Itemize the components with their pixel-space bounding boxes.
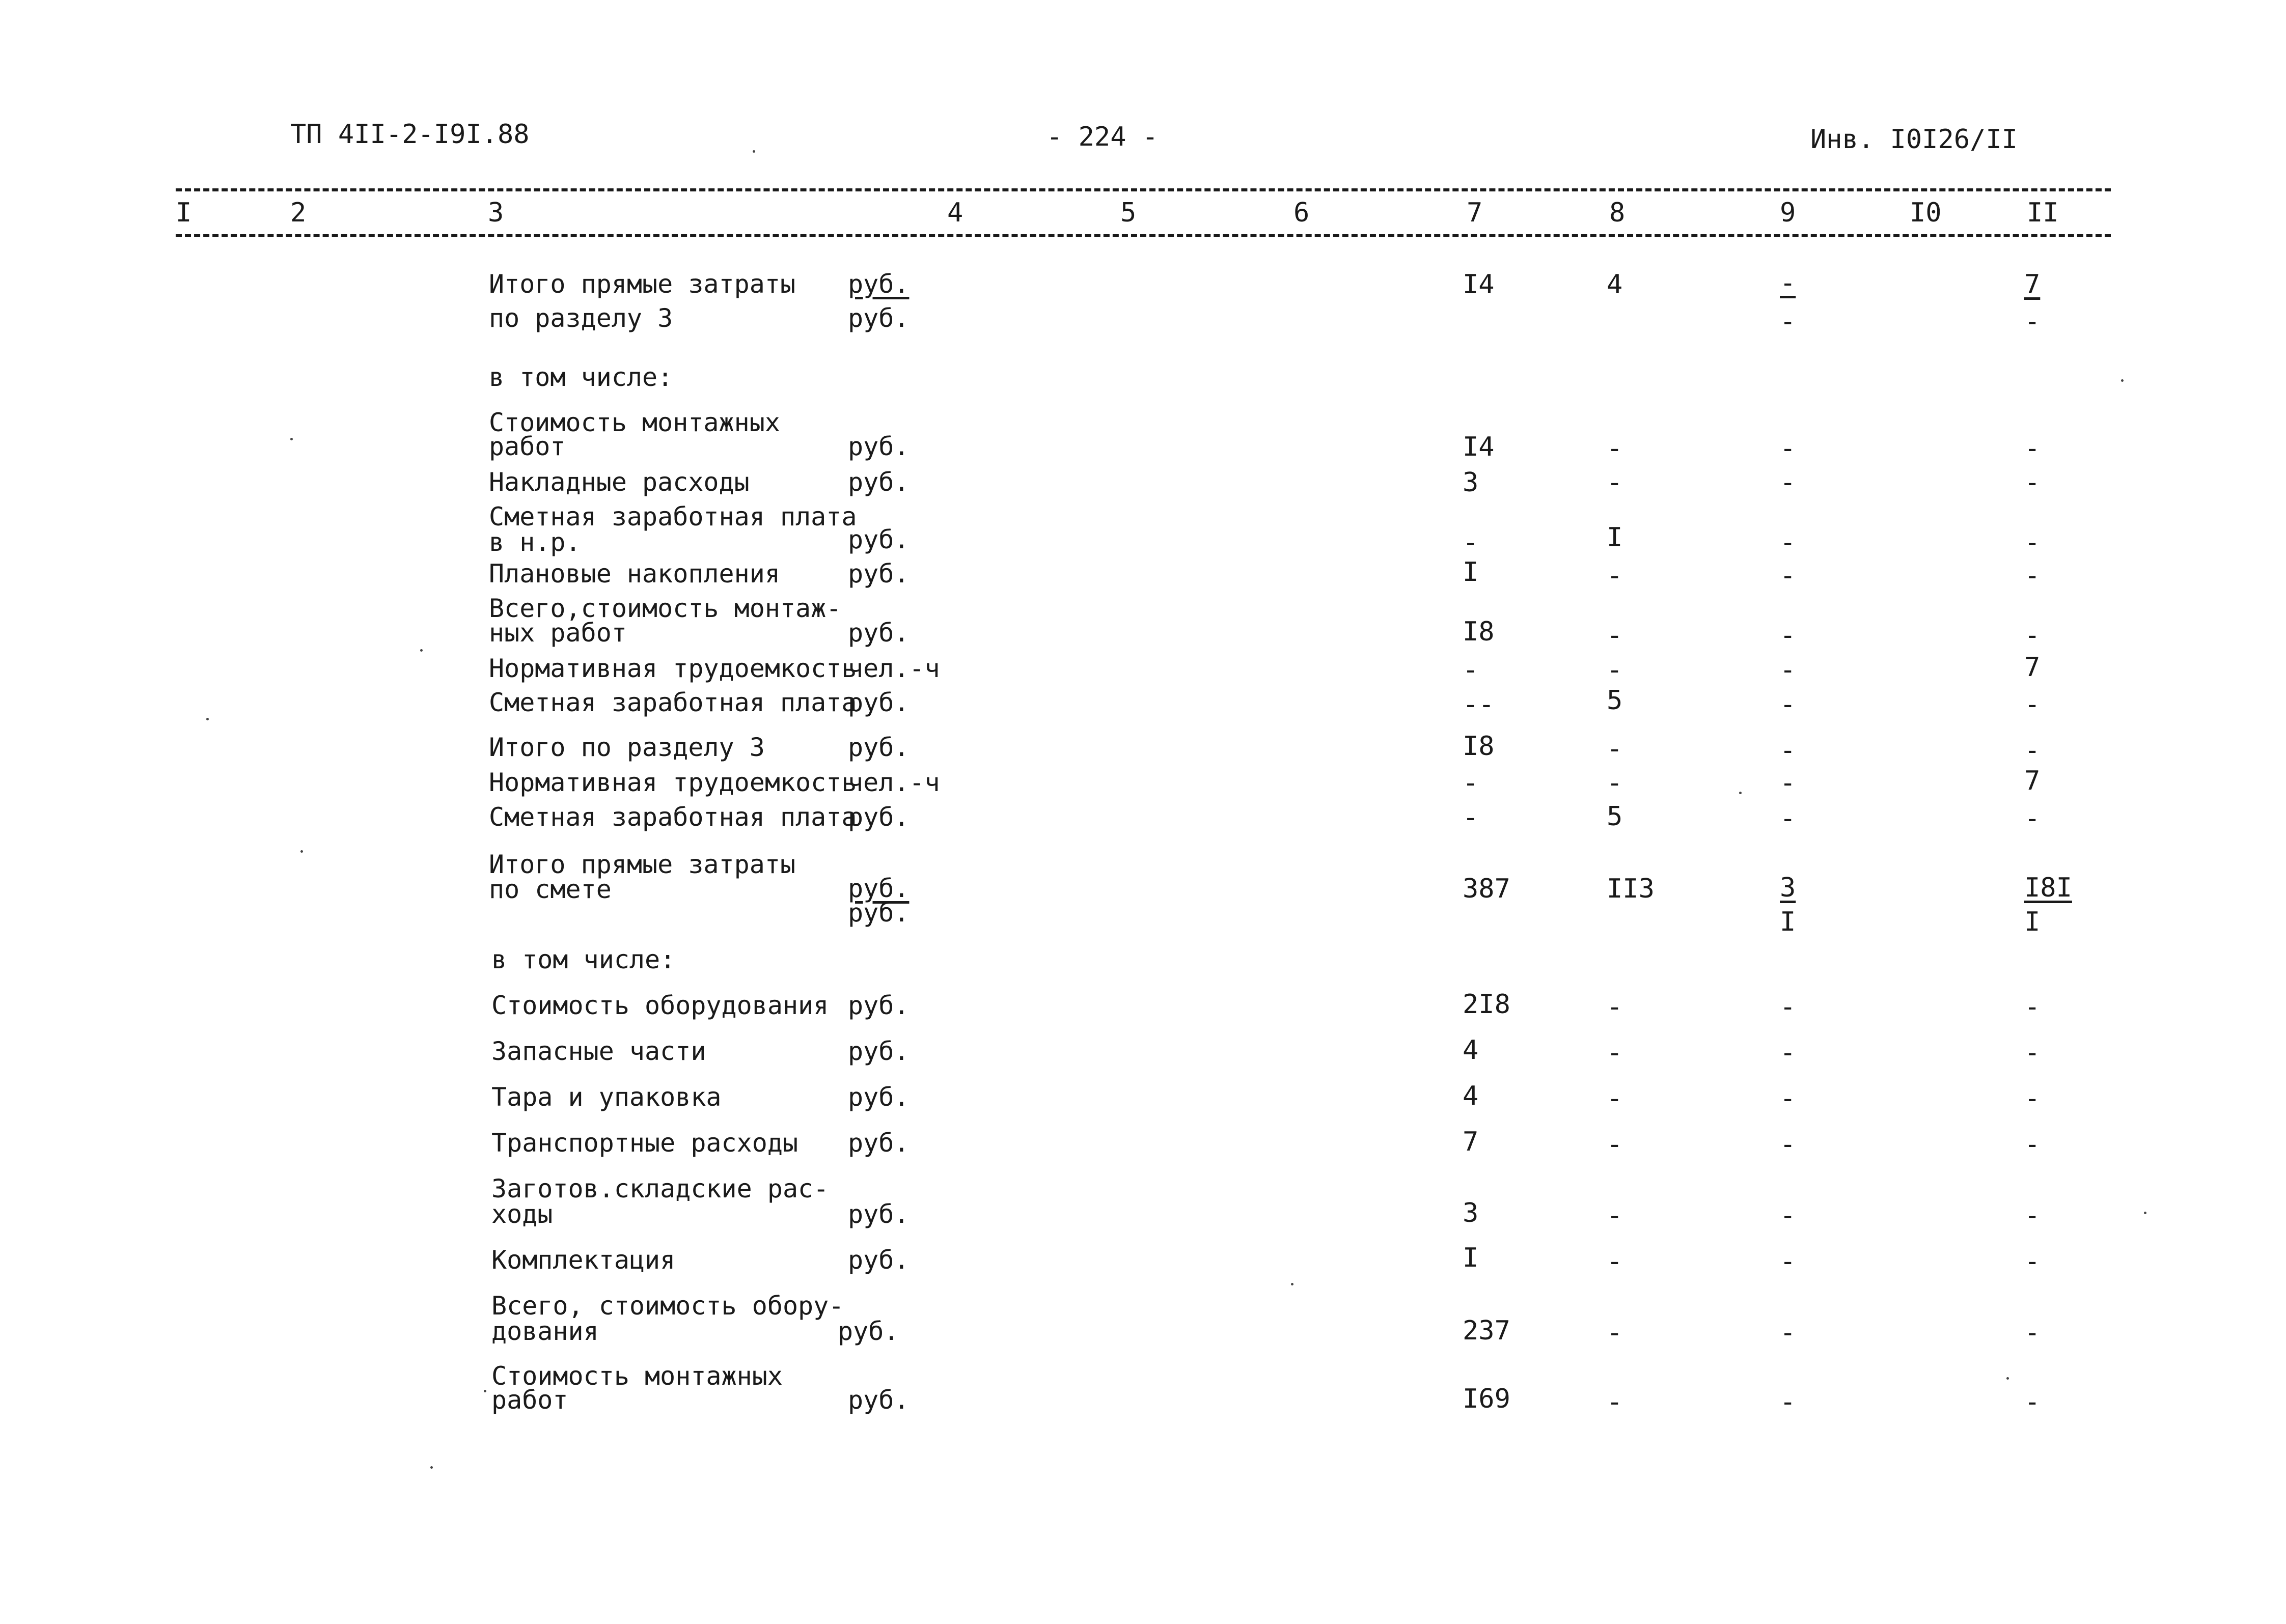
row-label: ходы bbox=[491, 1199, 553, 1229]
cell-col9: - bbox=[1780, 1246, 1796, 1277]
col-header-7: 7 bbox=[1467, 198, 1483, 228]
cell-col11: I bbox=[2024, 907, 2041, 937]
col-header-9: 9 bbox=[1780, 198, 1796, 228]
col-header-4: 4 bbox=[947, 198, 963, 228]
row-unit: руб. bbox=[848, 898, 910, 928]
row-label: Накладные расходы bbox=[489, 467, 750, 497]
row-unit: чел.-ч bbox=[848, 654, 940, 683]
cell-col8: - bbox=[1607, 1246, 1623, 1277]
cell-col7: I8 bbox=[1463, 617, 1495, 647]
cell-col11: - bbox=[2024, 1083, 2041, 1114]
col-header-8: 8 bbox=[1609, 198, 1626, 228]
cell-col7: I bbox=[1463, 1243, 1479, 1273]
scan-speck bbox=[2144, 1212, 2146, 1214]
cell-col11: - bbox=[2024, 433, 2041, 464]
scan-speck bbox=[206, 718, 209, 720]
row-label: Плановые накопления bbox=[489, 559, 780, 589]
col-header-1: I bbox=[176, 198, 192, 228]
row-unit: руб. bbox=[838, 1317, 899, 1346]
row-unit: руб. bbox=[848, 1245, 910, 1275]
cell-col7: -- bbox=[1463, 689, 1495, 720]
cell-col11: - bbox=[2024, 620, 2041, 651]
cell-col9: - bbox=[1780, 527, 1796, 558]
row-unit: руб. bbox=[848, 874, 910, 903]
row-label: Тара и упаковка bbox=[491, 1082, 722, 1112]
row-label: Нормативная трудоемкость bbox=[489, 654, 857, 683]
cell-col7: 7 bbox=[1463, 1127, 1479, 1157]
row-unit: руб. bbox=[848, 269, 910, 299]
cell-col9: - bbox=[1780, 1083, 1796, 1114]
cell-col8: - bbox=[1607, 734, 1623, 764]
row-label: Сметная заработная плата bbox=[489, 502, 857, 531]
cell-col8: - bbox=[1607, 1387, 1623, 1417]
cell-col11: - bbox=[2024, 735, 2041, 766]
cell-col8: 5 bbox=[1607, 685, 1623, 716]
row-label: Сметная заработная плата bbox=[489, 802, 857, 832]
row-unit: руб. bbox=[848, 618, 910, 648]
scan-speck bbox=[753, 150, 755, 153]
inventory-number: Инв. I0I26/II bbox=[1810, 124, 2018, 155]
cell-col7: I8 bbox=[1463, 731, 1495, 762]
col-header-3: 3 bbox=[488, 198, 504, 228]
cell-col9: - bbox=[1780, 561, 1796, 591]
cell-col9: - bbox=[1780, 768, 1796, 798]
cell-col7: 2I8 bbox=[1463, 989, 1510, 1020]
row-unit: руб. bbox=[848, 1385, 910, 1415]
cell-col9: I bbox=[1780, 907, 1796, 937]
col-header-11: II bbox=[2027, 198, 2059, 228]
row-label: Всего,стоимость монтаж- bbox=[489, 594, 842, 623]
cell-col7: - bbox=[1463, 527, 1479, 558]
cell-col9: - bbox=[1780, 268, 1796, 298]
cell-col7: 3 bbox=[1463, 467, 1479, 498]
col-header-5: 5 bbox=[1120, 198, 1137, 228]
cell-col7: - bbox=[1463, 655, 1479, 685]
cell-col9: - bbox=[1780, 689, 1796, 720]
col-header-6: 6 bbox=[1293, 198, 1310, 228]
cell-col11: I8I bbox=[2024, 873, 2072, 903]
cell-col9: - bbox=[1780, 1387, 1796, 1417]
cell-col7: 4 bbox=[1463, 1035, 1479, 1066]
scan-speck bbox=[430, 1466, 433, 1469]
cell-col7: I4 bbox=[1463, 432, 1495, 462]
row-label: Комплектация bbox=[491, 1245, 676, 1275]
cell-col8: I bbox=[1607, 522, 1623, 553]
row-label: Запасные части bbox=[491, 1037, 706, 1066]
row-label: Стоимость оборудования bbox=[491, 991, 829, 1020]
cell-col9: - bbox=[1780, 433, 1796, 464]
cell-col9: 3 bbox=[1780, 873, 1796, 903]
section-label: в том числе: bbox=[491, 945, 676, 974]
cell-col9: - bbox=[1780, 1318, 1796, 1348]
col-header-2: 2 bbox=[290, 198, 307, 228]
cell-col11: - bbox=[2024, 1246, 2041, 1277]
row-unit: руб. bbox=[848, 1082, 910, 1112]
row-unit: руб. bbox=[848, 991, 910, 1020]
scan-speck bbox=[1739, 792, 1742, 794]
scan-speck bbox=[2121, 379, 2124, 382]
cell-col9: - bbox=[1780, 735, 1796, 766]
col-header-10: I0 bbox=[1910, 198, 1942, 228]
header-top-rule bbox=[176, 188, 2111, 191]
scan-speck bbox=[300, 850, 303, 853]
cell-col8: - bbox=[1607, 1083, 1623, 1114]
row-unit: руб. bbox=[848, 733, 910, 762]
row-unit: руб. bbox=[848, 688, 910, 717]
cell-col11: - bbox=[2024, 992, 2041, 1022]
row-unit: руб. bbox=[848, 1128, 910, 1158]
row-label: Стоимость монтажных bbox=[491, 1361, 783, 1391]
cell-col8: - bbox=[1607, 467, 1623, 498]
cell-col11: - bbox=[2024, 803, 2041, 834]
cell-col9: - bbox=[1780, 306, 1796, 337]
cell-col11: 7 bbox=[2024, 766, 2041, 796]
cell-col11: - bbox=[2024, 1387, 2041, 1417]
row-unit: чел.-ч bbox=[848, 768, 940, 797]
cell-col11: 7 bbox=[2024, 652, 2041, 683]
row-label: Сметная заработная плата bbox=[489, 688, 857, 717]
cell-col9: - bbox=[1780, 1038, 1796, 1068]
row-label: Итого прямые затраты bbox=[489, 269, 796, 299]
cell-col8: - bbox=[1607, 1200, 1623, 1231]
row-label: Итого прямые затраты bbox=[489, 850, 796, 879]
cell-col11: - bbox=[2024, 306, 2041, 337]
cell-col7: - bbox=[1463, 768, 1479, 798]
scan-speck bbox=[2006, 1377, 2009, 1380]
cell-col7: I4 bbox=[1463, 269, 1495, 300]
cell-col8: - bbox=[1607, 655, 1623, 685]
cell-col9: - bbox=[1780, 803, 1796, 834]
cell-col8: - bbox=[1607, 1038, 1623, 1068]
cell-col8: - bbox=[1607, 1129, 1623, 1160]
cell-col7: 237 bbox=[1463, 1315, 1510, 1346]
row-label: Стоимость монтажных bbox=[489, 408, 780, 437]
row-unit: руб. bbox=[848, 559, 910, 589]
cell-col9: - bbox=[1780, 467, 1796, 498]
cell-col11: - bbox=[2024, 1129, 2041, 1160]
row-label: Итого по разделу 3 bbox=[489, 733, 765, 762]
section-label: в том числе: bbox=[489, 362, 673, 392]
row-label: Транспортные расходы bbox=[491, 1128, 798, 1158]
row-unit: руб. bbox=[848, 467, 910, 497]
row-unit: руб. bbox=[848, 432, 910, 461]
cell-col7: I69 bbox=[1463, 1384, 1510, 1414]
cell-col11: - bbox=[2024, 689, 2041, 720]
row-unit: руб. bbox=[848, 1199, 910, 1229]
row-label: по разделу 3 bbox=[489, 303, 673, 333]
row-label: Всего, стоимость обору- bbox=[491, 1291, 844, 1321]
cell-col9: - bbox=[1780, 1129, 1796, 1160]
cell-col9: - bbox=[1780, 655, 1796, 685]
doc-code: ТП 4II-2-I9I.88 bbox=[290, 119, 530, 150]
row-unit: руб. bbox=[848, 802, 910, 832]
cell-col11: - bbox=[2024, 1200, 2041, 1231]
header-bottom-rule bbox=[176, 234, 2111, 237]
cell-col7: 4 bbox=[1463, 1081, 1479, 1111]
cell-col8: - bbox=[1607, 1318, 1623, 1348]
scan-speck bbox=[420, 649, 423, 652]
scan-speck bbox=[290, 438, 293, 440]
row-unit: руб. bbox=[848, 525, 910, 554]
cell-col11: - bbox=[2024, 527, 2041, 558]
row-unit: руб. bbox=[848, 303, 910, 333]
row-label: дования bbox=[491, 1317, 599, 1346]
cell-col8: - bbox=[1607, 433, 1623, 464]
row-label: в н.р. bbox=[489, 527, 581, 557]
cell-col7: 387 bbox=[1463, 874, 1510, 904]
cell-col11: - bbox=[2024, 1038, 2041, 1068]
cell-col8: 4 bbox=[1607, 269, 1623, 300]
cell-col7: I bbox=[1463, 557, 1479, 587]
cell-col9: - bbox=[1780, 620, 1796, 651]
cell-col8: - bbox=[1607, 768, 1623, 798]
cell-col8: - bbox=[1607, 561, 1623, 591]
cell-col9: - bbox=[1780, 992, 1796, 1022]
cell-col11: - bbox=[2024, 561, 2041, 591]
row-unit: руб. bbox=[848, 1037, 910, 1066]
cell-col11: 7 bbox=[2024, 269, 2041, 300]
cell-col11: - bbox=[2024, 1318, 2041, 1348]
row-label: ных работ bbox=[489, 618, 627, 648]
cell-col8: 5 bbox=[1607, 801, 1623, 832]
cell-col11: - bbox=[2024, 467, 2041, 498]
cell-col8: II3 bbox=[1607, 874, 1655, 904]
row-label: работ bbox=[489, 432, 566, 461]
scan-speck bbox=[1291, 1283, 1293, 1285]
row-label: по смете bbox=[489, 875, 612, 904]
cell-col7: 3 bbox=[1463, 1198, 1479, 1228]
row-label: Заготов.складские рас- bbox=[491, 1174, 829, 1203]
cell-col7: - bbox=[1463, 802, 1479, 833]
cell-col9: - bbox=[1780, 1200, 1796, 1231]
row-label: работ bbox=[491, 1385, 568, 1415]
scan-speck bbox=[484, 1390, 486, 1392]
page-number: - 224 - bbox=[1046, 122, 1159, 152]
cell-col8: - bbox=[1607, 620, 1623, 651]
cell-col8: - bbox=[1607, 992, 1623, 1022]
row-label: Нормативная трудоемкость bbox=[489, 768, 857, 797]
